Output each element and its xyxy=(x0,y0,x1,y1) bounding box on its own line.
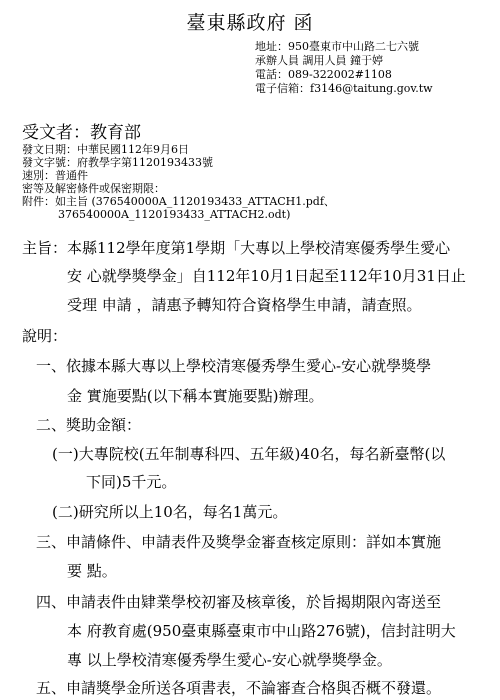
document-number: 發文字號：府教學字第1120193433號 xyxy=(22,156,213,169)
sender-address: 地址：950臺東市中山路二七六號 xyxy=(255,40,419,53)
speed-class: 速別：普通件 xyxy=(22,169,88,182)
recipient: 受文者：教育部 xyxy=(22,123,141,143)
attachment-line-1: 附件：如主旨 (376540000A_1120193433_ATTACH1.pdf、 xyxy=(22,195,335,208)
item-4-line-3: 專 以上學校清寒優秀學生愛心-安心就學獎學金。 xyxy=(67,651,392,669)
item-2-1-line-2: 下同)5千元。 xyxy=(86,473,177,491)
subject-line-1: 主旨：本縣112學年度第1學期「大專以上學校清寒優秀學生愛心 xyxy=(22,239,451,257)
secrecy: 密等及解密條件或保密期限： xyxy=(22,182,165,195)
item-2: 二、獎助金額： xyxy=(36,416,142,434)
item-3-line-1: 三、申請條件、申請表件及獎學金審查核定原則：詳如本實施 xyxy=(36,533,442,551)
issue-date: 發文日期：中華民國112年9月6日 xyxy=(22,143,189,156)
subject-line-3: 受理 申請 ，請惠予轉知符合資格學生申請，請查照。 xyxy=(67,296,422,314)
item-1-line-1: 一、依據本縣大專以上學校清寒優秀學生愛心-安心就學獎學 xyxy=(36,357,432,375)
item-2-2: (二)研究所以上10名，每名1萬元。 xyxy=(52,503,288,521)
item-4-line-2: 本 府教育處(950臺東縣臺東市中山路276號)，信封註明大 xyxy=(67,622,456,640)
phone: 電話：089-322002#1108 xyxy=(255,68,392,81)
subject-line-2: 安 心就學獎學金」自112年10月1日起至112年10月31日止 xyxy=(67,267,466,285)
item-3-line-2: 要 點。 xyxy=(67,562,117,580)
item-5: 五、申請獎學金所送各項書表，不論審查合格與否概不發還。 xyxy=(36,679,442,697)
document-title: 臺東縣政府 函 xyxy=(186,12,314,34)
explanation-heading: 說明： xyxy=(22,327,68,345)
item-2-1-line-1: (一)大專院校(五年制專科四、五年級)40名，每名新臺幣(以 xyxy=(52,445,446,463)
handler: 承辦人員 調用人員 鐘于婷 xyxy=(255,54,383,67)
item-1-line-2: 金 實施要點(以下稱本實施要點)辦理。 xyxy=(67,387,324,405)
email: 電子信箱：f3146@taitung.gov.tw xyxy=(255,82,433,95)
item-4-line-1: 四、申請表件由肄業學校初審及核章後，於旨揭期限內寄送至 xyxy=(36,593,442,611)
attachment-line-2: 376540000A_1120193433_ATTACH2.odt) xyxy=(58,208,291,221)
